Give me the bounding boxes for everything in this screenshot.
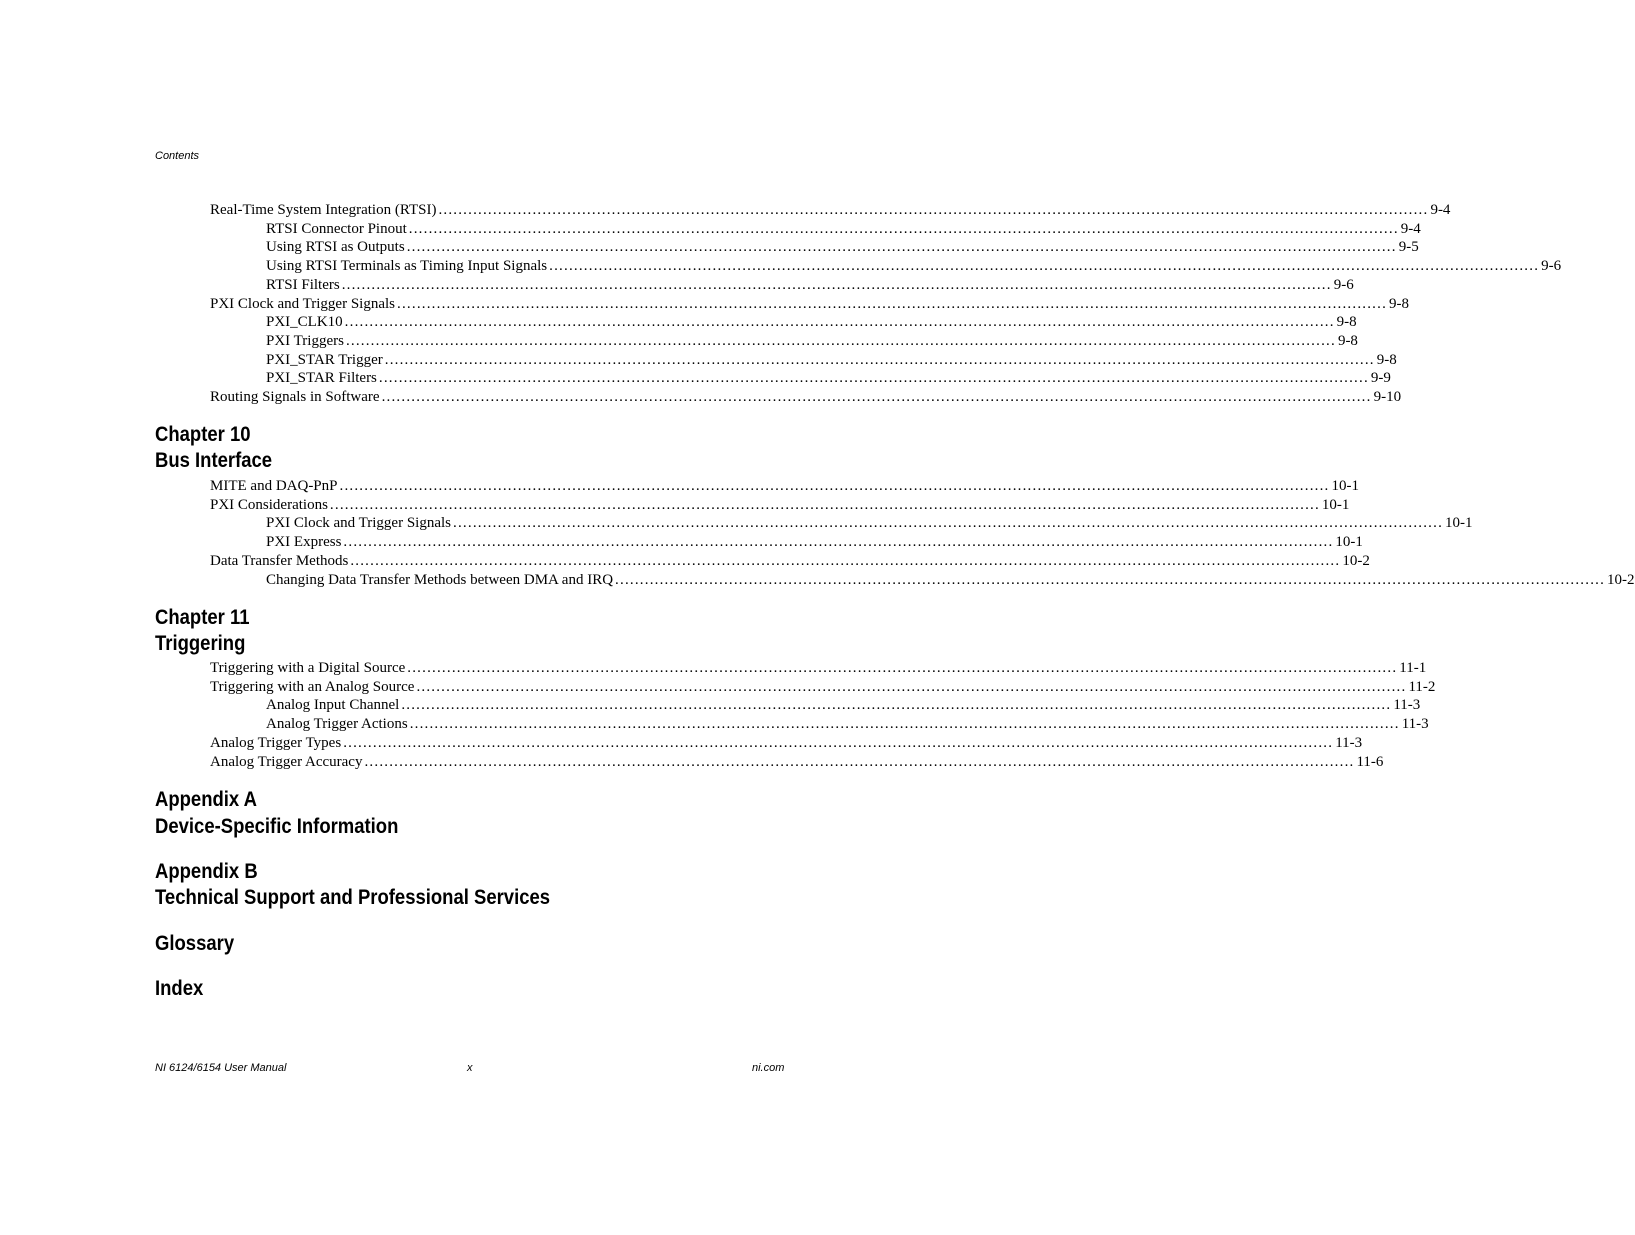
toc-entry-title: PXI Triggers (266, 332, 344, 349)
toc-entry-title: Using RTSI Terminals as Timing Input Signals (266, 258, 548, 275)
toc-entry[interactable] (266, 369, 1391, 387)
toc-entry[interactable] (210, 734, 1363, 752)
dot-leader: ........................................................................................................................................................................................................ (408, 220, 1399, 237)
toc-entry-page: 9-8 (1376, 351, 1397, 368)
dot-leader: ........................................................................................................................................................................................................ (409, 716, 1400, 733)
toc-entry[interactable] (266, 257, 1562, 275)
dot-leader: ........................................................................................................................................................................................................ (384, 351, 1375, 368)
section-heading: Technical Support and Professional Services (155, 886, 551, 909)
footer-page-number: x (467, 1062, 473, 1074)
toc-entry[interactable] (266, 332, 1358, 350)
toc-entry[interactable] (210, 496, 1350, 514)
dot-leader: ........................................................................................................................................................................................................ (406, 239, 1397, 256)
toc-entry-page: 9-8 (1336, 314, 1357, 331)
toc-entry-title: Analog Trigger Accuracy (210, 753, 363, 770)
toc-entry-page: 9-6 (1333, 276, 1354, 293)
toc-entry-page: 9-4 (1400, 220, 1421, 237)
toc-entry-title: Using RTSI as Outputs (266, 239, 405, 256)
toc-entry-page: 10-1 (1335, 534, 1363, 551)
toc-entry-title: Routing Signals in Software (210, 389, 380, 405)
toc-entry-page: 9-8 (1337, 332, 1358, 349)
toc-entry-page: 11-1 (1399, 660, 1427, 676)
toc-entry-page: 10-2 (1607, 571, 1635, 588)
section-heading: Appendix A (155, 788, 257, 811)
dot-leader: ........................................................................................................................................................................................................ (364, 753, 1355, 770)
dot-leader: ........................................................................................................................................................................................................ (378, 370, 1369, 387)
dot-leader: ........................................................................................................................................................................................................ (453, 515, 1444, 532)
dot-leader: ........................................................................................................................................................................................................ (329, 496, 1320, 513)
section-heading: Device-Specific Information (155, 815, 399, 838)
toc-entry[interactable] (266, 351, 1397, 369)
toc-entry-title: PXI_STAR Trigger (266, 351, 383, 368)
section-heading: Index (155, 977, 204, 1000)
toc-entry[interactable] (266, 533, 1363, 551)
toc-entry-title: PXI_CLK10 (266, 314, 343, 331)
toc-entry-title: PXI Considerations (210, 496, 328, 513)
toc-entry[interactable] (266, 220, 1421, 238)
toc-entry-page: 9-4 (1430, 202, 1451, 218)
toc-entry[interactable] (210, 388, 1402, 406)
dot-leader: ........................................................................................................................................................................................................ (397, 295, 1388, 312)
toc-entry[interactable] (210, 295, 1410, 313)
toc-entry-title: Changing Data Transfer Methods between DMA and IRQ (266, 571, 614, 588)
toc-entry-title: PXI Clock and Trigger Signals (266, 515, 452, 532)
toc-entry-title: PXI_STAR Filters (266, 370, 377, 387)
toc-entry[interactable] (266, 571, 1635, 589)
toc-entry-title: RTSI Filters (266, 276, 340, 293)
toc-entry-title: RTSI Connector Pinout (266, 220, 407, 237)
toc-entry-title: Analog Input Channel (266, 697, 400, 714)
dot-leader: ........................................................................................................................................................................................................ (341, 276, 1332, 293)
toc-entry-page: 9-8 (1389, 295, 1410, 312)
section-heading: Triggering (155, 632, 246, 655)
toc-entry-title: Real-Time System Integration (RTSI) (210, 202, 437, 218)
running-header: Contents (155, 150, 200, 162)
dot-leader: ........................................................................................................................................................................................................ (345, 332, 1336, 349)
toc-entry-page: 11-2 (1408, 678, 1436, 695)
toc-entry[interactable] (266, 313, 1357, 331)
dot-leader: ........................................................................................................................................................................................................ (343, 734, 1334, 751)
toc-entry-page: 9-9 (1370, 370, 1391, 387)
toc-entry-page: 10-1 (1445, 515, 1473, 532)
toc-entry-title: PXI Express (266, 534, 342, 551)
section-heading: Chapter 10 (155, 423, 251, 446)
dot-leader: ........................................................................................................................................................................................................ (401, 697, 1392, 714)
toc-entry-page: 11-3 (1335, 734, 1363, 751)
dot-leader: ........................................................................................................................................................................................................ (416, 678, 1407, 695)
toc-entry-page: 9-6 (1541, 258, 1562, 275)
toc-entry-page: 11-6 (1356, 753, 1384, 770)
toc-entry-title: Triggering with an Analog Source (210, 678, 415, 695)
toc-entry-title: PXI Clock and Trigger Signals (210, 295, 396, 312)
dot-leader: ........................................................................................................................................................................................................ (615, 571, 1606, 588)
toc-entry-title: MITE and DAQ-PnP (210, 478, 338, 494)
section-heading: Chapter 11 (155, 606, 250, 629)
toc-entry[interactable] (210, 753, 1384, 771)
toc-entry[interactable] (210, 477, 1359, 495)
toc-entry[interactable] (266, 715, 1429, 733)
footer-website: ni.com (752, 1062, 785, 1074)
footer-manual-title: NI 6124/6154 User Manual (155, 1062, 287, 1074)
toc-entry-page: 9-10 (1373, 389, 1402, 405)
section-heading: Appendix B (155, 860, 258, 883)
toc-entry-page: 11-3 (1393, 697, 1421, 714)
toc-entry-page: 9-5 (1398, 239, 1419, 256)
toc-entry-title: Triggering with a Digital Source (210, 660, 406, 676)
toc-entry-title: Data Transfer Methods (210, 552, 349, 569)
dot-leader: ........................................................................................................................................................................................................ (343, 534, 1334, 551)
toc-entry[interactable] (210, 201, 1451, 219)
toc-entry-page: 11-3 (1401, 716, 1429, 733)
toc-entry-title: Analog Trigger Actions (266, 716, 408, 733)
toc-entry-title: Analog Trigger Types (210, 734, 342, 751)
dot-leader: ........................................................................................................................................................................................................ (344, 314, 1335, 331)
toc-entry[interactable] (210, 552, 1370, 570)
dot-leader: ........................................................................................................................................................................................................ (381, 389, 1372, 405)
toc-entry-page: 10-1 (1321, 496, 1350, 513)
toc-entry[interactable] (266, 276, 1354, 294)
toc-entry[interactable] (210, 678, 1436, 696)
section-heading: Glossary (155, 932, 235, 955)
section-heading: Bus Interface (155, 449, 273, 472)
dot-leader: ........................................................................................................................................................................................................ (350, 552, 1341, 569)
dot-leader: ........................................................................................................................................................................................................ (438, 202, 1429, 218)
dot-leader: ........................................................................................................................................................................................................ (339, 478, 1330, 494)
dot-leader: ........................................................................................................................................................................................................ (407, 660, 1398, 676)
dot-leader: ........................................................................................................................................................................................................ (549, 258, 1540, 275)
toc-entry[interactable] (210, 659, 1427, 677)
toc-entry[interactable] (266, 238, 1419, 256)
toc-entry[interactable] (266, 696, 1421, 714)
toc-entry-page: 10-1 (1331, 478, 1359, 494)
toc-entry[interactable] (266, 514, 1473, 532)
toc-entry-page: 10-2 (1342, 552, 1370, 569)
